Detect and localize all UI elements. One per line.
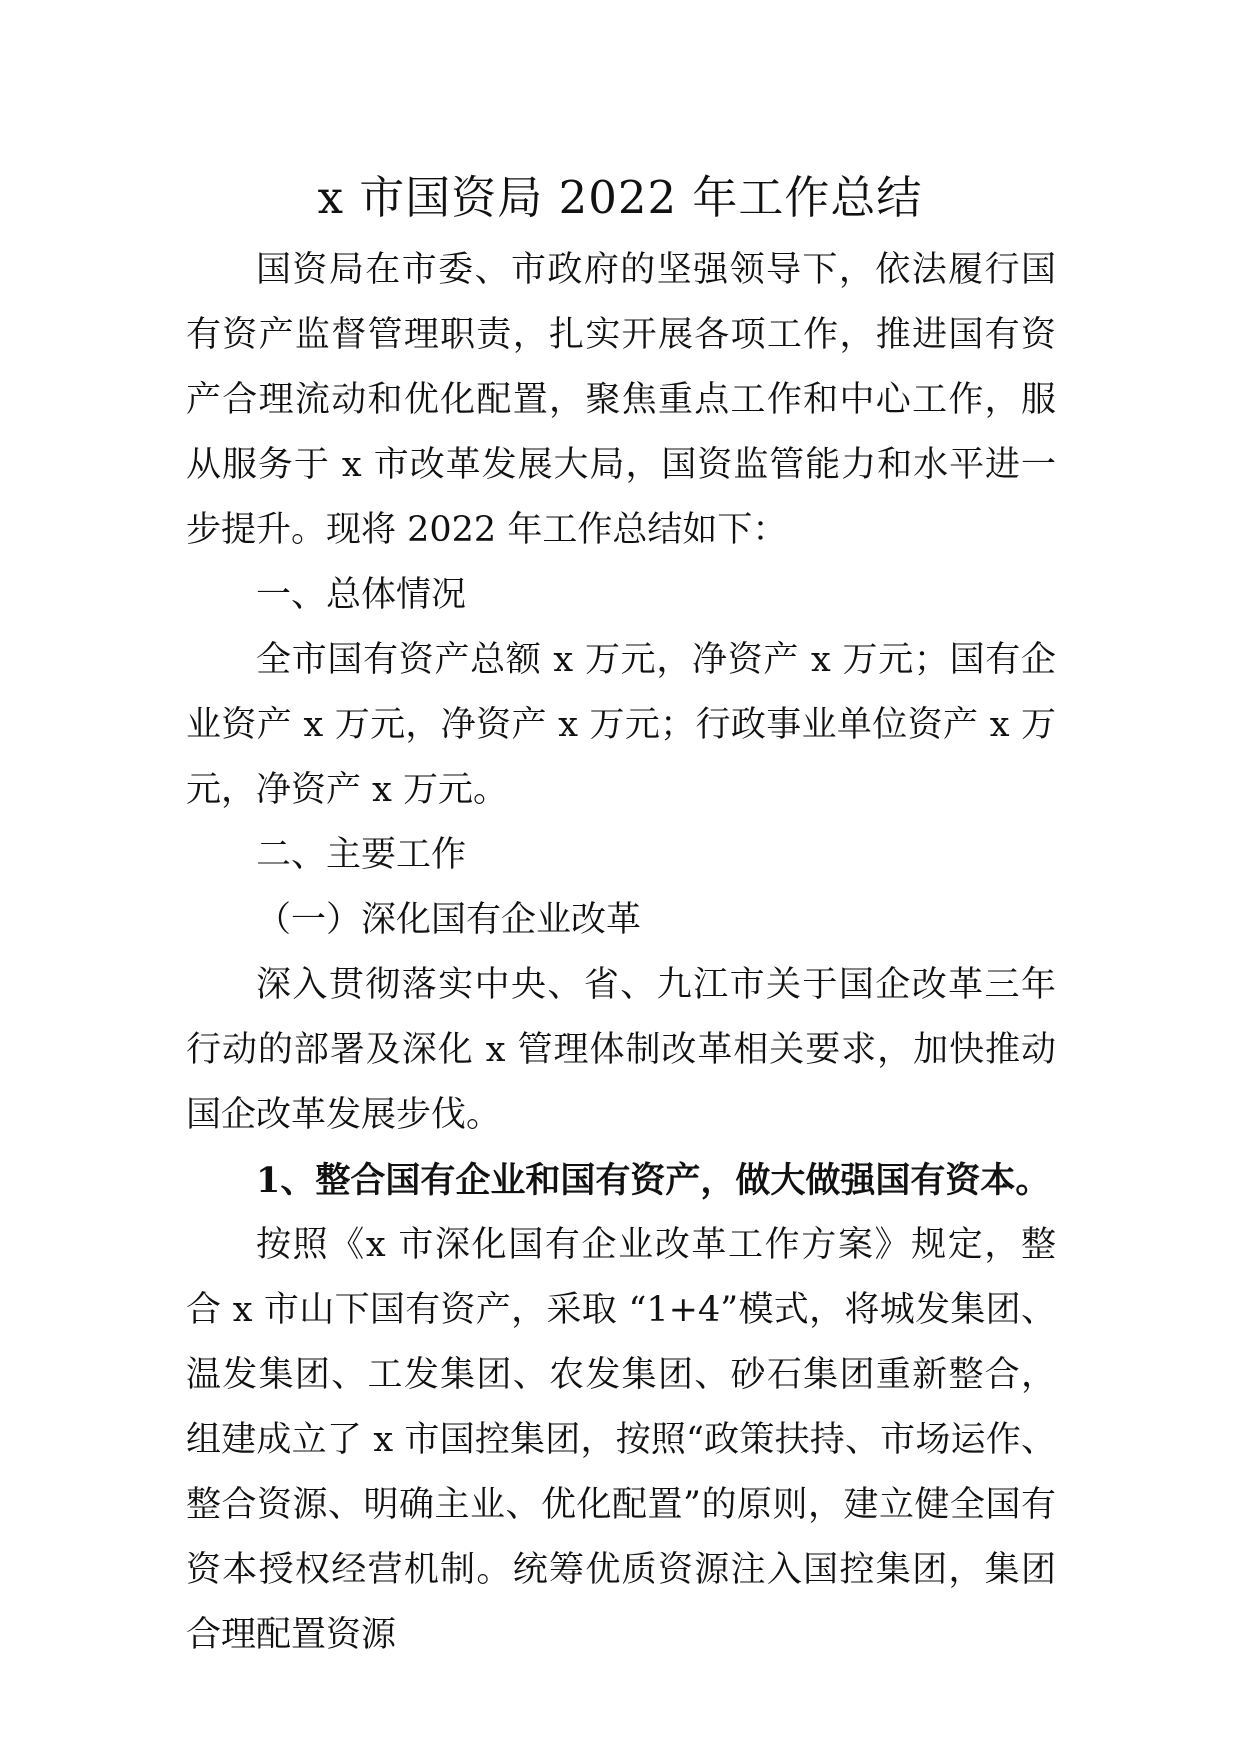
section-heading-overview: 一、总体情况 bbox=[256, 575, 467, 615]
integration-paragraph: 按照《x 市深化国有企业改革工作方案》规定，整合 x 市山下国有资产，采取 “1+4”模式，将城发集团、温发集团、工发集团、农发集团、砂石集团重新整合，组建成立了 x 市国控集团，按照“政策扶持、市场运作、整合资源、明确主业、优化配置”的原则，建立健全国有资本授权经营机制。统筹优质资源注入国控集团，集团合理配置资源 bbox=[186, 1225, 1056, 1655]
reform-paragraph: 深入贯彻落实中央、省、九江市关于国企改革三年行动的部署及深化 x 管理体制改革相关要求，加快推动国企改革发展步伐。 bbox=[186, 965, 1056, 1135]
document-title: x 市国资局 2022 年工作总结 bbox=[317, 171, 923, 224]
item-heading-integration: 1、整合国有企业和国有资产，做大做强国有资本。 bbox=[256, 1160, 1051, 1201]
intro-paragraph: 国资局在市委、市政府的坚强领导下，依法履行国有资产监督管理职责，扎实开展各项工作，推进国有资产合理流动和优化配置，聚焦重点工作和中心工作，服从服务于 x 市改革发展大局，国资监管能力和水平进一步提升。现将 2022 年工作总结如下： bbox=[186, 250, 1056, 550]
document-body bbox=[186, 238, 1056, 1668]
subsection-heading-reform: （一）深化国有企业改革 bbox=[256, 900, 642, 940]
section-heading-main-work: 二、主要工作 bbox=[256, 835, 467, 875]
overview-paragraph: 全市国有资产总额 x 万元，净资产 x 万元；国有企业资产 x 万元，净资产 x 万元；行政事业单位资产 x 万元，净资产 x 万元。 bbox=[186, 640, 1056, 810]
